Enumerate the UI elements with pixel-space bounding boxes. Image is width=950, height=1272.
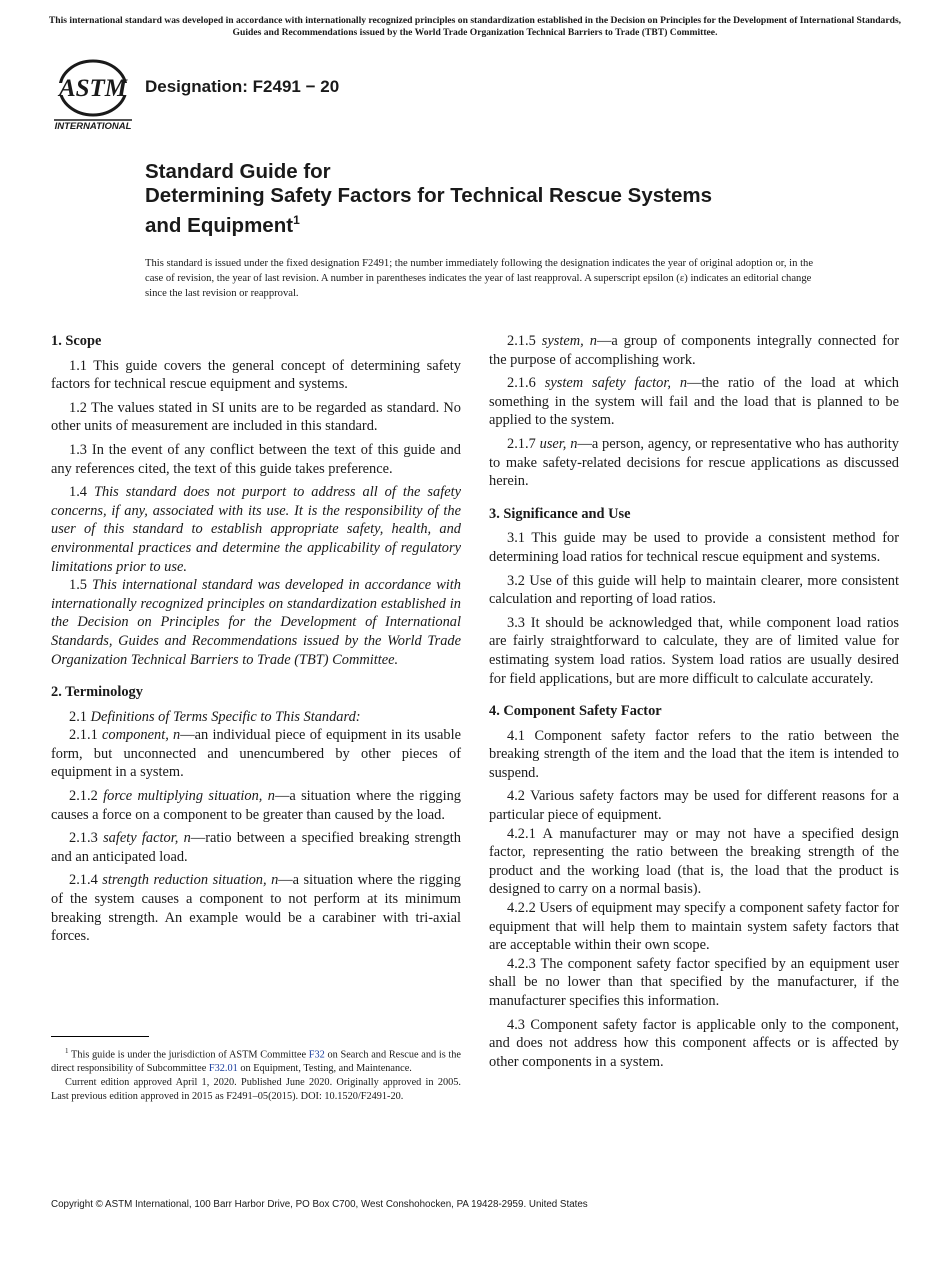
paragraph-1-5: 1.5 This international standard was developed in accordance with internationally recognized principles on standardization established in the Decision on Principles for the Development of International Standards, Guides and Recommendations issued by the World Trade Organization Technical Barriers to Trade (TBT) Committee. <box>51 577 461 668</box>
title-footnote-mark: 1 <box>293 213 300 227</box>
astm-logo <box>50 56 140 134</box>
footnotes <box>51 1036 461 1104</box>
footnote-approval: Current edition approved April 1, 2020. Published June 2020. Originally approved in 2005. Last previous edition approved in 2015 as F2491–05(2015). DOI: 10.1520/F2491-20. <box>51 1077 461 1102</box>
section-heading-scope: 1. Scope <box>51 333 102 349</box>
paragraph-4-2: 4.2 Various safety factors may be used for different reasons for a particular piece of equipment. <box>489 788 899 824</box>
logo-subtext: INTERNATIONAL <box>54 121 132 132</box>
paragraph-1-3: 1.3 In the event of any conflict between the text of this guide and any references cited, the text of this guide takes preference. <box>51 441 461 477</box>
footnote-1: $^1$ This guide is under the jurisdiction of ASTM Committee F32 on Search and Rescue and is the direct responsibility of Subcommittee F32.01 on Equipment, Testing, and Maintenance. <box>51 1047 461 1074</box>
left-column <box>51 332 461 951</box>
issuance-note: This standard is issued under the fixed designation F2491; the number immediately following the designation indicates the year of original adoption or, in the case of revision, the year of last revision. A number in parentheses indicates the year of last reapproval. A superscript epsilon (ε) indicates an editorial change since the last revision or reapproval. <box>145 258 814 299</box>
paragraph-2-1-3: 2.1.3 safety factor, n—ratio between a specified breaking strength and an anticipated load. <box>51 830 461 865</box>
paragraph-4-2-1: 4.2.1 A manufacturer may or may not have a specified design factor, representing the ratio between the breaking strength of the product and the working load (that is, the load that the product is designed to carry on a normal basis). <box>489 825 899 898</box>
section-heading-terminology: 2. Terminology <box>51 684 143 701</box>
right-column <box>489 332 899 1076</box>
paragraph-2-1-5: 2.1.5 system, n—a group of components integrally connected for the purpose of accomplishing work. <box>489 333 899 368</box>
paragraph-2-1-6: 2.1.6 system safety factor, n—the ratio of the load at which something in the system will fail and the load that is planned to be applied to the system. <box>489 375 899 429</box>
title-line-1: Standard Guide for <box>145 160 331 183</box>
section-heading-component-safety-factor: 4. Component Safety Factor <box>489 703 662 720</box>
paragraph-4-2-3: 4.2.3 The component safety factor specified by an equipment user shall be no lower than that specified by the manufacturer, if the manufacturer specifies this information. <box>489 955 899 1009</box>
committee-f32-link[interactable]: F32 <box>308 1049 325 1061</box>
document-title <box>145 160 905 238</box>
title-line-3: and Equipment <box>145 213 294 237</box>
paragraph-1-1: 1.1 This guide covers the general concept of determining safety factors for technical rescue equipment and systems. <box>51 357 461 393</box>
copyright-line: Copyright © ASTM International, 100 Barr Harbor Drive, PO Box C700, West Conshohocken, PA 19428-2959. United States <box>51 1199 588 1210</box>
paragraph-1-2: 1.2 The values stated in SI units are to be regarded as standard. No other units of measurement are included in this standard. <box>51 399 461 435</box>
paragraph-2-1-2: 2.1.2 force multiplying situation, n—a situation where the rigging causes a force on a component to be greater than caused by the load. <box>51 788 462 823</box>
standards-notice: This international standard was developed in accordance with internationally recognized principles on standardization established in the Decision on Principles for the Development of International Standards, Guides and Recommendations issued by the World Trade Organization Technical Barriers to Trade (TBT) Committee. <box>48 15 902 38</box>
paragraph-2-1: 2.1 Definitions of Terms Specific to This Standard: <box>69 708 361 725</box>
paragraph-3-1: 3.1 This guide may be used to provide a consistent method for determining load ratios for technical rescue equipment and systems. <box>489 530 899 565</box>
logo-text: ASTM <box>58 75 128 102</box>
paragraph-4-1: 4.1 Component safety factor refers to the ratio between the breaking strength of the item and the load that the item is intended to suspend. <box>489 727 899 781</box>
paragraph-4-2-2: 4.2.2 Users of equipment may specify a component safety factor for equipment that will help them to maintain system safety factors that are acceptable within their own scope. <box>489 900 899 954</box>
paragraph-1-4: 1.4 This standard does not purport to address all of the safety concerns, if any, associated with its use. It is the responsibility of the user of this standard to establish appropriate safety, health, and environmental practices and determine the applicability of regulatory limitations prior to use. <box>51 484 461 575</box>
paragraph-2-1-7: 2.1.7 user, n—a person, agency, or representative who has authority to make safety-related decisions for rescue applications as discussed herein. <box>489 435 899 490</box>
paragraph-3-2: 3.2 Use of this guide will help to maintain clearer, more consistent calculation and reporting of load ratios. <box>489 572 899 608</box>
section-heading-significance: 3. Significance and Use <box>489 505 631 522</box>
designation: Designation: F2491 − 20 <box>145 77 340 96</box>
paragraph-2-1-4: 2.1.4 strength reduction situation, n—a situation where the rigging of the system causes a component to not perform at its minimum breaking strength. An example would be a carabiner with tri-axial forces. <box>51 872 461 945</box>
title-line-2: Determining Safety Factors for Technical Rescue Systems <box>145 184 712 207</box>
paragraph-4-3: 4.3 Component safety factor is applicable only to the component, and does not address how this component affects or is affected by other components in a system. <box>489 1016 899 1070</box>
footnote-divider <box>51 1036 149 1037</box>
subcommittee-f32-01-link[interactable]: F32.01 <box>208 1062 238 1074</box>
paragraph-2-1-1: 2.1.1 component, n—an individual piece of equipment in its usable form, but unconnected and unencumbered by other pieces of equipment in a system. <box>51 727 461 781</box>
paragraph-3-3: 3.3 It should be acknowledged that, while component load ratios are fairly straightforward to calculate, they are of limited value for estimating system load ratios. System load ratios are usually desired for field applications, but are more difficult to calculate accurately. <box>489 614 899 687</box>
